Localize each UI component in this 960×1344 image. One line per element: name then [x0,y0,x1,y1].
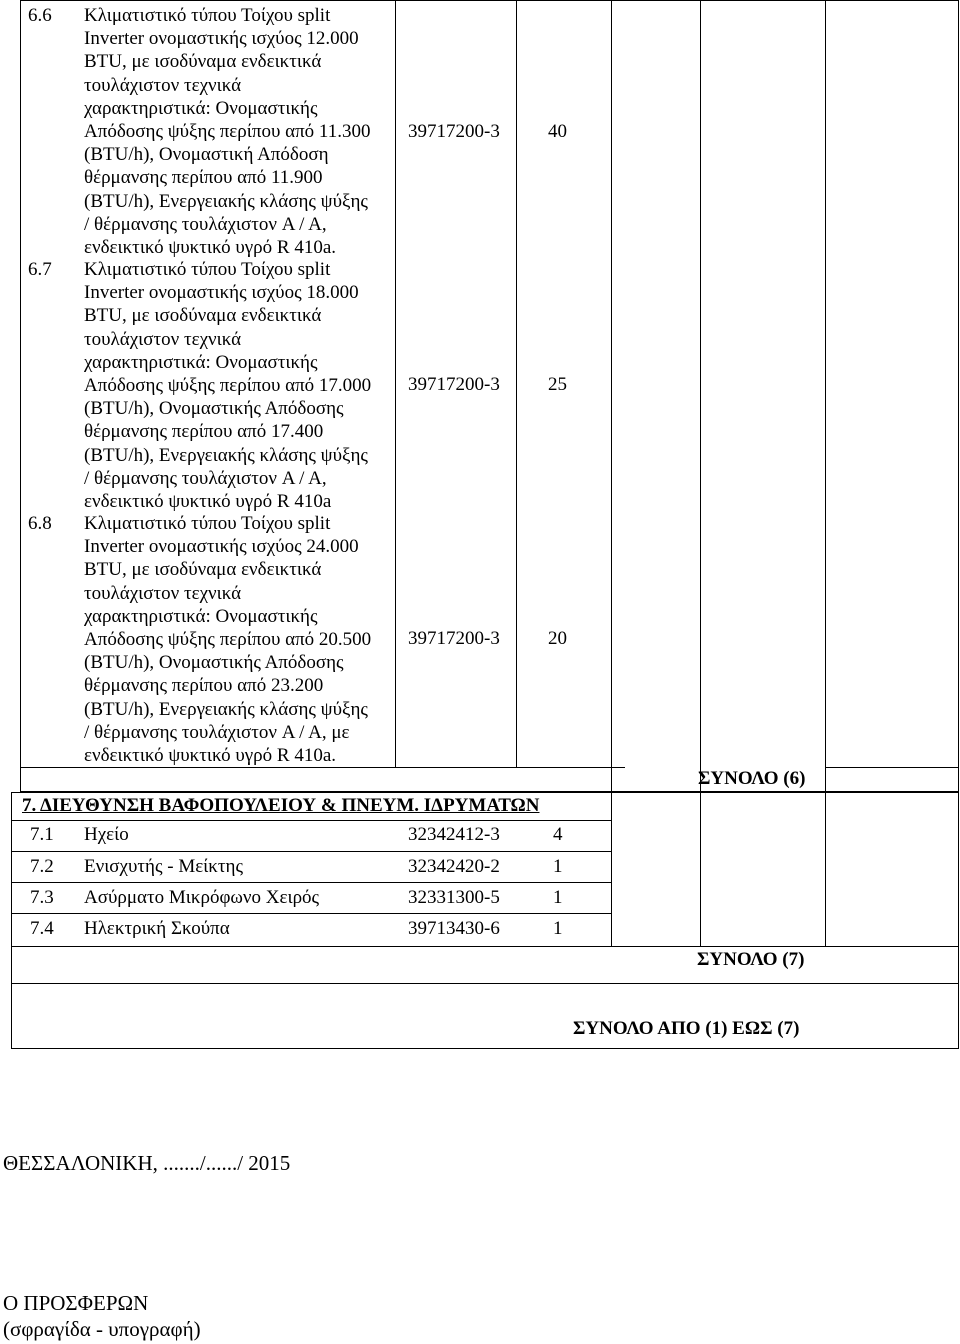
row-divider [11,820,611,821]
item-number: 7.2 [30,856,54,877]
item-description: Κλιματιστικό τύπου Τοίχου split Inverter ονομαστικής ισχύος 18.000 BTU, με ισοδύναμα ενδεικτικά τουλάχιστον τεχνικά χαρακτηριστικά: Ονομαστικής Απόδοσης ψύξης περίπου από 17.000 (BTU/h), Ονομαστικής Απόδοσης θέρμανσης περίπου από 17.400 (BTU/h), Ενεργειακής κλάσης ψύξης / θέρμανσης τουλάχιστον A / A, ενδεικτικό ψυκτικό υγρό R 410a [84,259,372,513]
row-divider [11,983,959,984]
item-description: Κλιματιστικό τύπου Τοίχου split Inverter ονομαστικής ισχύος 12.000 BTU, με ισοδύναμα ενδεικτικά τουλάχιστον τεχνικά χαρακτηριστικά: Ονομαστικής Απόδοσης ψύξης περίπου από 11.300 (BTU/h), Ονομαστική Απόδοση θέρμανσης περίπου από 11.900 (BTU/h), Ενεργειακής κλάσης ψύξης / θέρμανσης τουλάχιστον A / A, ενδεικτικό ψυκτικό υγρό R 410a. [84,5,371,259]
item-description: Κλιματιστικό τύπου Τοίχου split Inverter ονομαστικής ισχύος 24.000 BTU, με ισοδύναμα ενδεικτικά τουλάχιστον τεχνικά χαρακτηριστικά: Ονομαστικής Απόδοσης ψύξης περίπου από 20.500 (BTU/h), Ονομαστικής Απόδοσης θέρμανσης περίπου από 23.200 (BTU/h), Ενεργειακής κλάσης ψύξης / θέρμανσης τουλάχιστον A / A, με ενδεικτικό ψυκτικό υγρό R 410a. [84,513,372,767]
item-number: 6.7 [28,259,52,280]
stamp-signature-label: (σφραγίδα - υπογραφή) [3,1317,201,1341]
item-cpv-code: 32342412-3 [408,824,500,845]
item-cpv-code: 32342420-2 [408,856,500,877]
place-and-date: ΘΕΣΣΑΛΟΝΙΚΗ, ......./....../ 2015 [3,1151,291,1175]
item-cpv-code: 39713430-6 [408,918,500,939]
item-quantity: 1 [553,887,563,908]
row-divider [825,767,959,768]
item-number: 7.3 [30,887,54,908]
col-divider [611,792,612,947]
col-divider [395,0,396,767]
section-7-title: 7. ΔΙΕΥΘΥΝΣΗ ΒΑΦΟΠΟΥΛΕΙΟΥ & ΠΝΕΥΜ. ΙΔΡΥΜΑΤΩΝ [22,795,540,816]
section-7-total-label: ΣΥΝΟΛΟ (7) [697,949,805,970]
row-divider [11,946,959,947]
row-divider [11,913,611,914]
item-cpv-code: 39717200-3 [408,628,500,649]
item-description: Ασύρματο Μικρόφωνο Χειρός [84,887,320,908]
item-quantity: 1 [553,856,563,877]
item-cpv-code: 39717200-3 [408,374,500,395]
row-divider [20,767,625,768]
item-quantity: 1 [553,918,563,939]
item-quantity: 40 [548,121,567,142]
item-cpv-code: 32331300-5 [408,887,500,908]
item-quantity: 20 [548,628,567,649]
item-description: Ενισχυτής - Μείκτης [84,856,243,877]
item-number: 7.4 [30,918,54,939]
col-divider [700,792,701,947]
col-divider [825,0,826,792]
row-divider [11,851,611,852]
section-6-total-label: ΣΥΝΟΛΟ (6) [698,768,806,789]
item-cpv-code: 39717200-3 [408,121,500,142]
item-number: 7.1 [30,824,54,845]
row-divider [11,882,611,883]
item-number: 6.6 [28,5,52,26]
col-divider [611,0,612,792]
item-description: Ηλεκτρική Σκούπα [84,918,230,939]
item-number: 6.8 [28,513,52,534]
item-quantity: 4 [553,824,563,845]
item-description: Ηχείο [84,824,129,845]
col-divider [700,0,701,792]
grand-total-label: ΣΥΝΟΛΟ ΑΠΟ (1) ΕΩΣ (7) [573,1018,800,1039]
col-divider [516,0,517,767]
col-divider [825,792,826,947]
item-quantity: 25 [548,374,567,395]
bidder-label: Ο ΠΡΟΣΦΕΡΩΝ [3,1291,149,1315]
